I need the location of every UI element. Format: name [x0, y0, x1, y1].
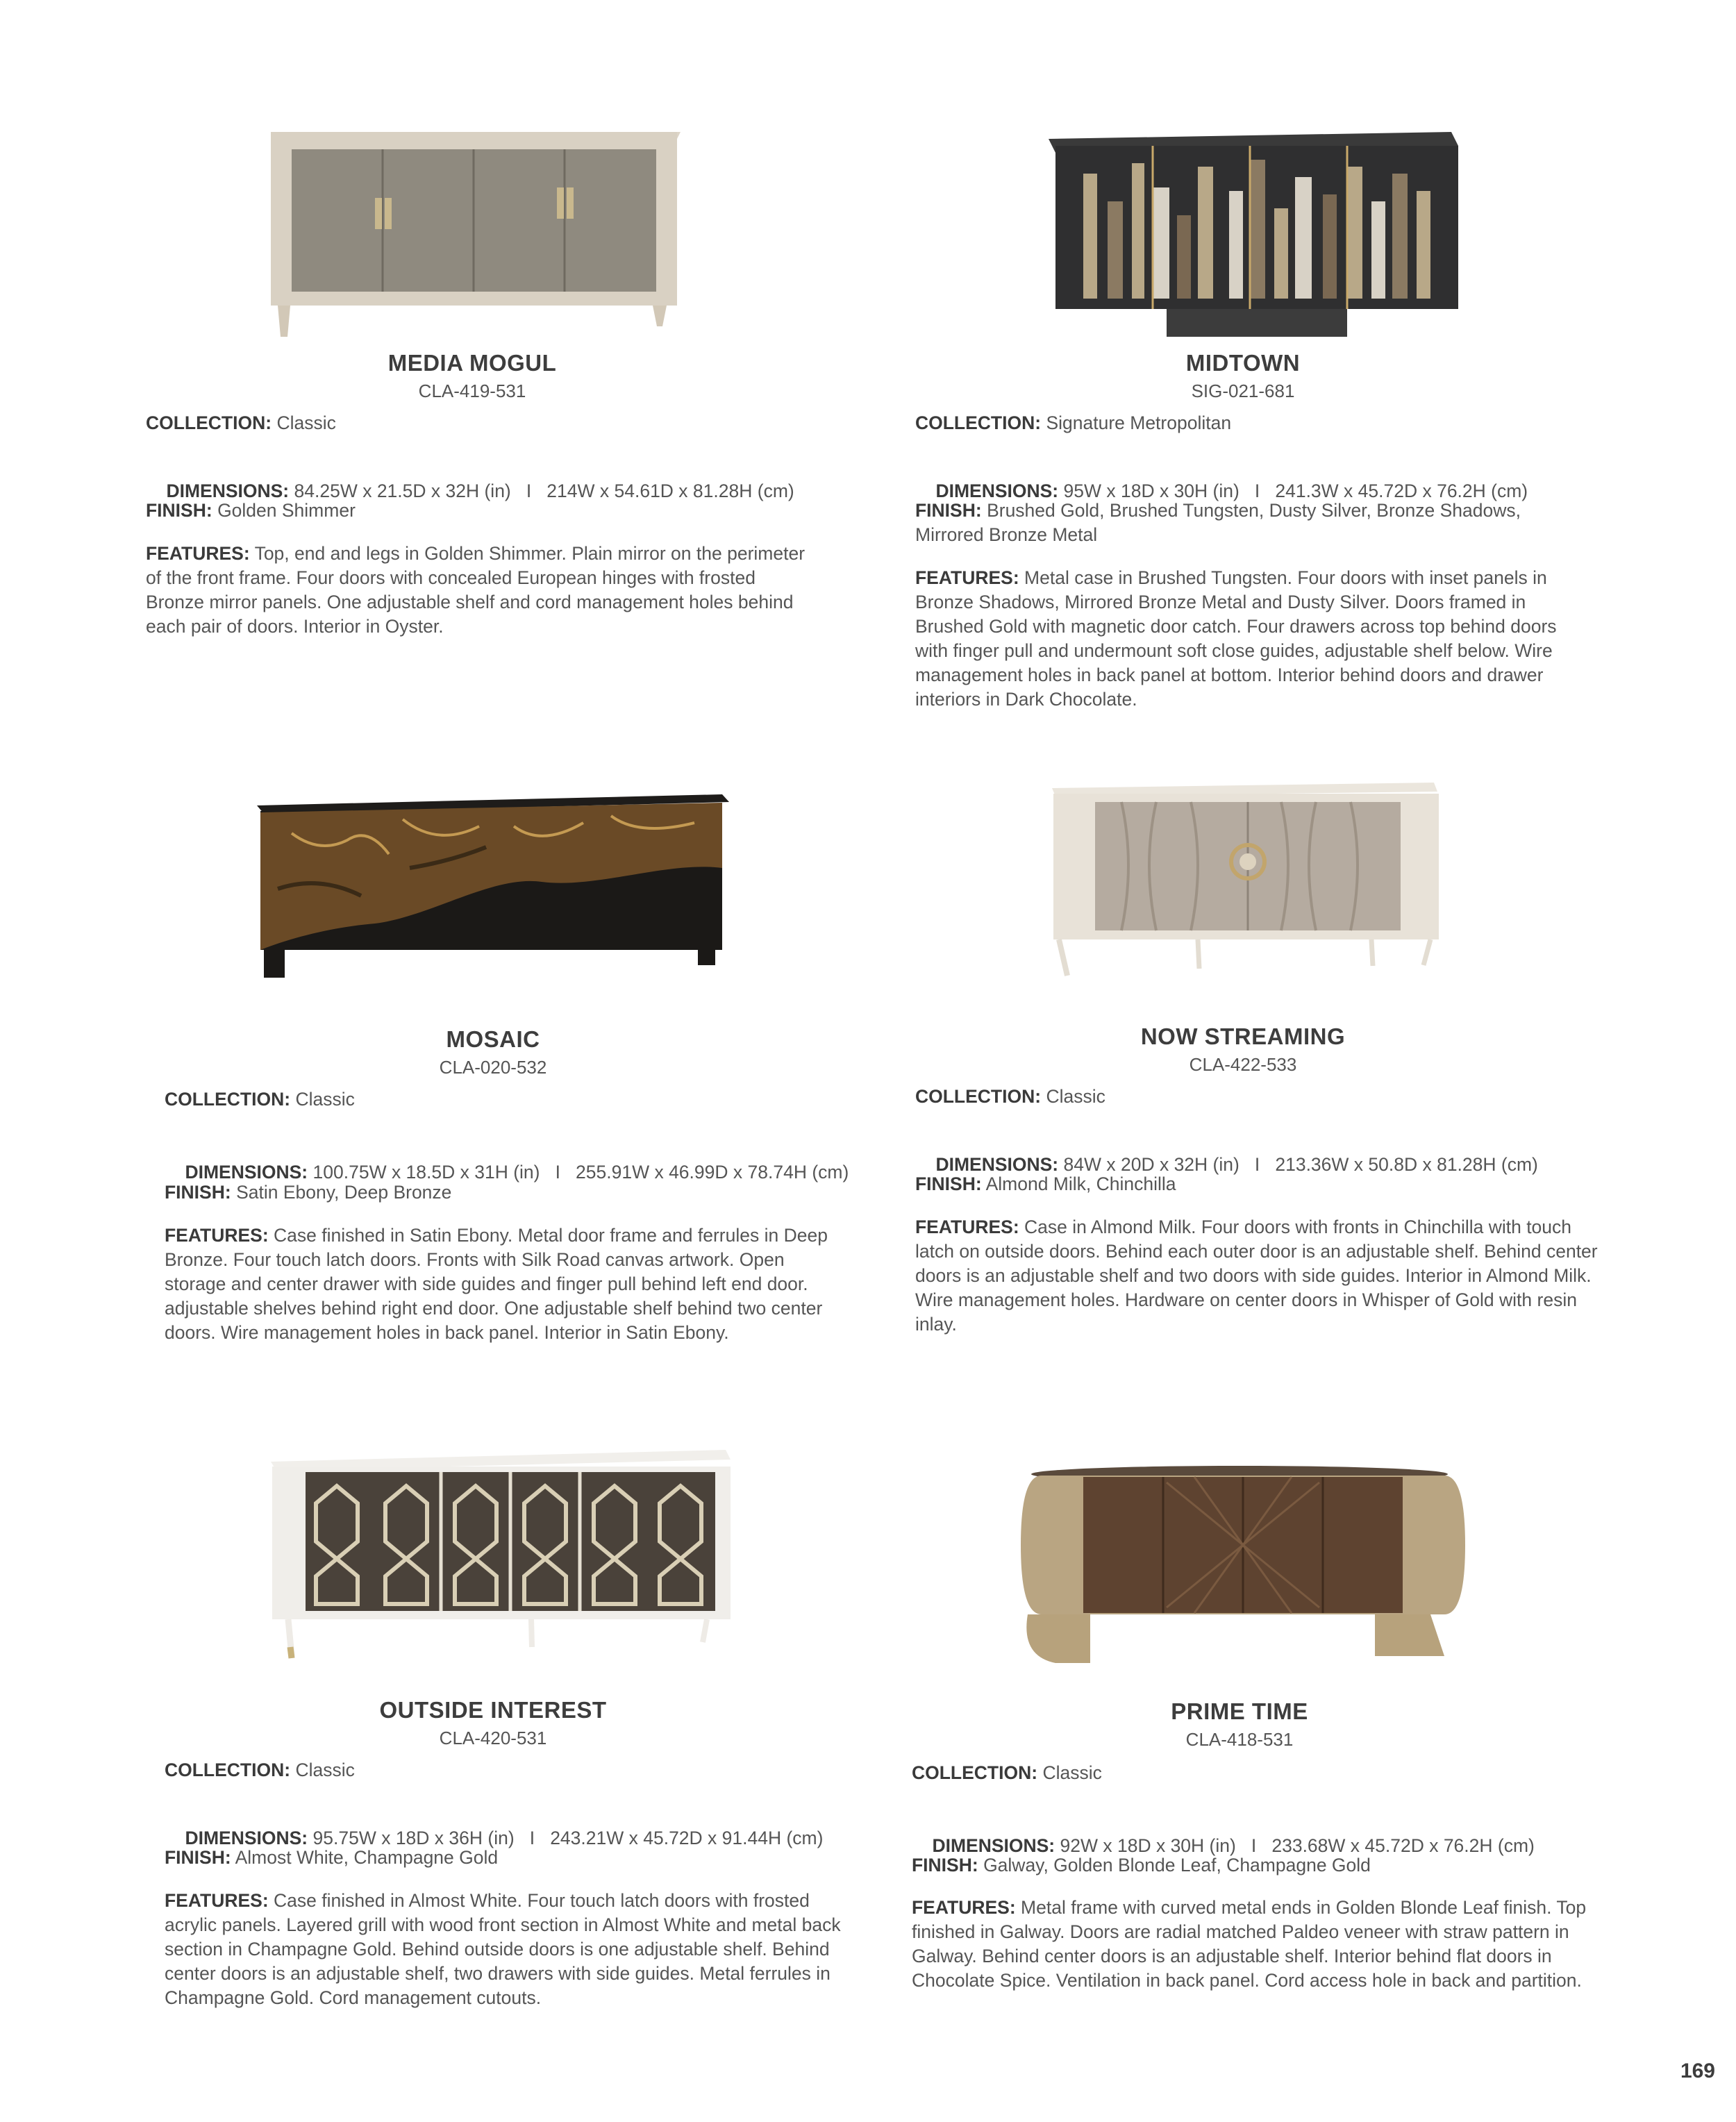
collection-row — [165, 1758, 852, 1782]
finish-label: FINISH: — [146, 500, 212, 521]
page-number: 169 — [1680, 2060, 1715, 2082]
dimensions-value: 100.75W x 18.5D x 31H (in) I 255.91W x 46.99D x 78.74H (cm) — [312, 1162, 849, 1183]
outside-interest-photo — [264, 1444, 736, 1666]
product-code: CLA-419-531 — [418, 381, 526, 401]
collection-value: Classic — [295, 1760, 355, 1780]
outside-interest-image — [264, 1444, 736, 1666]
collection-row — [165, 1087, 852, 1112]
features-label: FEATURES: — [915, 567, 1019, 588]
features-label: FEATURES: — [165, 1225, 269, 1246]
product-code: SIG-021-681 — [1191, 381, 1295, 401]
features-label: FEATURES: — [912, 1897, 1016, 1918]
collection-row — [915, 411, 1610, 435]
collection-label: COLLECTION: — [165, 1760, 291, 1780]
collection-value: Classic — [1042, 1762, 1102, 1783]
collection-label: COLLECTION: — [915, 1086, 1042, 1107]
collection-label: COLLECTION: — [146, 412, 272, 433]
finish-value: Galway, Golden Blonde Leaf, Champagne Gold — [983, 1855, 1371, 1875]
dimensions-value: 92W x 18D x 30H (in) I 233.68W x 45.72D x 76.2H (cm) — [1060, 1835, 1535, 1856]
product-name: OUTSIDE INTEREST — [379, 1697, 607, 1723]
finish-label: FINISH: — [912, 1855, 978, 1875]
dimensions-value: 95.75W x 18D x 36H (in) I 243.21W x 45.72D x 91.44H (cm) — [312, 1828, 824, 1848]
product-name: MEDIA MOGUL — [387, 350, 557, 376]
features-row — [146, 542, 812, 639]
features-row — [165, 1223, 842, 1345]
finish-row — [915, 1172, 1603, 1196]
finish-row — [165, 1846, 852, 1870]
product-code: CLA-422-533 — [1189, 1054, 1297, 1075]
finish-label: FINISH: — [165, 1847, 231, 1868]
collection-value: Classic — [276, 412, 336, 433]
dimensions-label: DIMENSIONS: — [932, 1835, 1055, 1856]
media-mogul-photo — [264, 118, 694, 340]
features-label: FEATURES: — [165, 1890, 269, 1911]
collection-label: COLLECTION: — [165, 1089, 291, 1110]
features-value: Case finished in Satin Ebony. Metal door frame and ferrules in Deep Bronze. Four touch latch doors. Fronts with Silk Road canvas artwork. Open storage and center drawer with side guides and finger pull behind left end door. adjustable shelves behind right end door. One adjustable shelf behind two center doors. Wire management holes in back panel. Interior in Satin Ebony. — [165, 1225, 828, 1343]
prime-time-image — [1014, 1462, 1472, 1670]
finish-row — [912, 1853, 1599, 1878]
finish-value: Almost White, Champagne Gold — [235, 1847, 499, 1868]
collection-label: COLLECTION: — [912, 1762, 1038, 1783]
product-name: NOW STREAMING — [1140, 1024, 1346, 1049]
product-name: MOSAIC — [446, 1026, 540, 1052]
finish-value: Satin Ebony, Deep Bronze — [236, 1182, 452, 1203]
mosaic-image — [250, 785, 736, 993]
finish-value: Almond Milk, Chinchilla — [985, 1173, 1176, 1194]
collection-value: Classic — [295, 1089, 355, 1110]
dimensions-label: DIMENSIONS: — [166, 481, 290, 501]
product-code: CLA-020-532 — [439, 1057, 547, 1078]
dimensions-value: 84.25W x 21.5D x 32H (in) I 214W x 54.61D x 81.28H (cm) — [294, 481, 794, 501]
now-streaming-photo — [1045, 774, 1448, 983]
dimensions-label: DIMENSIONS: — [935, 481, 1059, 501]
finish-row — [165, 1180, 852, 1205]
collection-row — [915, 1085, 1603, 1109]
product-name: PRIME TIME — [1171, 1698, 1308, 1724]
product-name: MIDTOWN — [1185, 350, 1301, 376]
now-streaming-image — [1045, 774, 1448, 983]
features-value: Case in Almond Milk. Four doors with fronts in Chinchilla with touch latch on outside doors. Behind each outer door is an adjustable shelf. Behind center doors is an adjustable shelf and two doors with side guides. Interior in Almond Milk. Wire management holes. Hardware on center doors in Whisper of Gold with resin inlay. — [915, 1217, 1598, 1335]
dimensions-value: 95W x 18D x 30H (in) I 241.3W x 45.72D x 76.2H (cm) — [1063, 481, 1528, 501]
features-row — [912, 1896, 1606, 1993]
collection-row — [146, 411, 833, 435]
collection-value: Signature Metropolitan — [1046, 412, 1232, 433]
features-value: Metal case in Brushed Tungsten. Four doors with inset panels in Bronze Shadows, Mirrored Bronze Metal and Dusty Silver. Doors framed in Brushed Gold with magnetic door catch. Four drawers across top behind doors with finger pull and undermount soft close guides, adjustable shelf below. Wire management holes in back panel at bottom. Interior behind doors and drawer interiors in Dark Chocolate. — [915, 567, 1557, 710]
features-label: FEATURES: — [915, 1217, 1019, 1237]
finish-label: FINISH: — [915, 500, 982, 521]
finish-label: FINISH: — [915, 1173, 982, 1194]
dimensions-label: DIMENSIONS: — [185, 1828, 308, 1848]
features-row — [915, 1215, 1610, 1337]
mosaic-photo — [250, 785, 736, 993]
prime-time-photo — [1014, 1462, 1472, 1670]
product-code: CLA-420-531 — [439, 1728, 547, 1748]
features-value: Top, end and legs in Golden Shimmer. Plain mirror on the perimeter of the front frame. Four doors with concealed European hinges with frosted Bronze mirror panels. One adjustable shelf and cord management holes behind each pair of doors. Interior in Oyster. — [146, 543, 806, 637]
finish-value: Brushed Gold, Brushed Tungsten, Dusty Silver, Bronze Shadows, Mirrored Bronze Metal — [915, 500, 1521, 545]
dimensions-value: 84W x 20D x 32H (in) I 213.36W x 50.8D x 81.28H (cm) — [1063, 1154, 1538, 1175]
collection-row — [912, 1761, 1599, 1785]
finish-row — [146, 499, 833, 523]
media-mogul-image — [264, 118, 694, 340]
finish-row — [915, 499, 1582, 547]
features-label: FEATURES: — [146, 543, 250, 564]
features-row — [915, 566, 1582, 712]
features-value: Case finished in Almost White. Four touch latch doors with frosted acrylic panels. Layered grill with wood front section in Almost White and metal back section in Champagne Gold. Behind outside doors is one adjustable shelf. Behind center doors is an adjustable shelf, two drawers with side guides. Metal ferrules in Champagne Gold. Cord management cutouts. — [165, 1890, 841, 2008]
midtown-photo — [1042, 125, 1472, 347]
collection-label: COLLECTION: — [915, 412, 1042, 433]
dimensions-label: DIMENSIONS: — [935, 1154, 1059, 1175]
finish-label: FINISH: — [165, 1182, 231, 1203]
collection-value: Classic — [1046, 1086, 1105, 1107]
product-code: CLA-418-531 — [1185, 1729, 1294, 1750]
features-row — [165, 1889, 856, 2010]
finish-value: Golden Shimmer — [217, 500, 356, 521]
features-value: Metal frame with curved metal ends in Golden Blonde Leaf finish. Top finished in Galway. Doors are radial matched Paldeo veneer with straw pattern in Galway. Behind center doors is an adjustable shelf. Interior behind flat doors in Chocolate Spice. Ventilation in back panel. Cord access hole in back and partition. — [912, 1897, 1587, 1991]
midtown-image — [1042, 125, 1472, 347]
dimensions-label: DIMENSIONS: — [185, 1162, 308, 1183]
